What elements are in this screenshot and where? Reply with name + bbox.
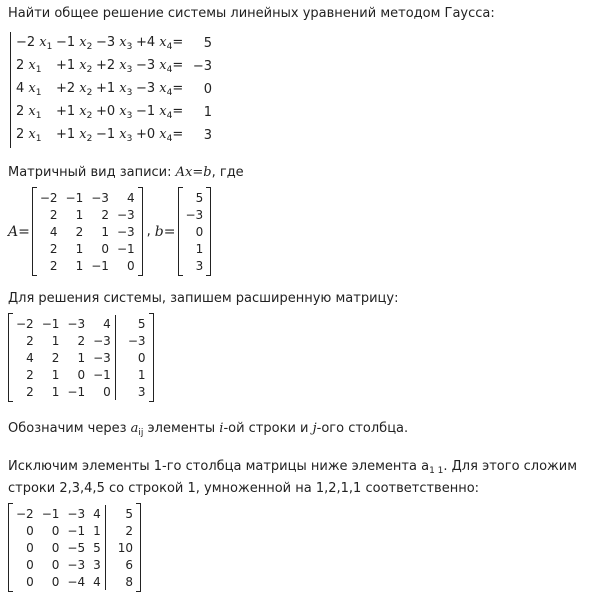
matrix-cell: 2	[26, 384, 34, 399]
equation-row	[16, 55, 600, 78]
equation-term: 2 $x_1$	[16, 127, 42, 144]
matrix-cell: −1	[67, 384, 86, 399]
matrix-cell: 2	[26, 333, 34, 348]
equation-rhs: 1	[203, 105, 212, 120]
matrix-form-line	[8, 164, 600, 181]
matrix-form-prefix: Матричный вид записи:	[8, 165, 176, 180]
equation-term: +1 $x_3$	[96, 81, 133, 98]
matrix-cell: 1	[137, 367, 146, 382]
matrix-cell: 3	[195, 258, 204, 273]
matrix-cell: −1	[91, 258, 109, 273]
matrix-cell: −1	[116, 241, 135, 256]
matrix-a	[32, 187, 143, 276]
equation-term: −1 $x_2$	[56, 35, 93, 52]
matrix-a-label: A=	[8, 223, 30, 240]
matrix-form-equation: Ax=b	[175, 165, 212, 180]
augmented-matrix-2-wrap	[8, 503, 600, 592]
matrix-cell: 3	[137, 384, 146, 399]
matrix-row	[12, 366, 150, 383]
matrix-cell: 0	[26, 557, 34, 572]
matrix-cell: 0	[51, 540, 60, 555]
augmented-matrix-1-wrap	[8, 313, 600, 402]
matrix-cell: −2	[16, 316, 34, 331]
matrix-cell: −3	[127, 333, 146, 348]
matrix-cell: 1	[75, 258, 84, 273]
notation-line: Обозначим через $a_{ij}$ элементы i-ой строки и j-ого столбца.	[8, 421, 409, 438]
matrix-cell: 0	[51, 574, 60, 589]
matrix-cell: −3	[67, 316, 86, 331]
matrix-row	[12, 315, 150, 332]
matrix-cell: 2	[51, 350, 60, 365]
matrix-cell: 6	[125, 557, 134, 572]
matrix-cell: −1	[67, 523, 86, 538]
vector-b	[178, 187, 212, 276]
equation-row	[16, 78, 600, 101]
matrix-definitions: A= −2 −1 −3 4 2 1 2 −3 4 2 1 −3 2 1 0 −1 2 1 −1 0 , b= 5 −3 0 1 3	[8, 187, 600, 276]
matrix-cell: 1	[75, 241, 84, 256]
matrix-cell: 1	[51, 384, 60, 399]
equation-term: −1 $x_3$	[96, 127, 133, 144]
matrix-cell: 0	[26, 540, 34, 555]
matrix-cell: −3	[89, 349, 115, 366]
equation-term: +1 $x_2$	[56, 58, 93, 75]
matrix-row	[12, 522, 137, 539]
matrix-cell: −4	[67, 574, 86, 589]
matrix-cell: −3	[185, 207, 204, 222]
step1-line2: строки 2,3,4,5 со строкой 1, умноженной на 1,2,1,1 соответственно:	[8, 481, 480, 496]
matrix-cell: −3	[67, 506, 86, 521]
equation-term: +1 $x_2$	[56, 127, 93, 144]
matrix-row	[36, 206, 139, 223]
equation-term: +1 $x_2$	[56, 104, 93, 121]
matrix-cell: 0	[26, 574, 34, 589]
matrix-cell: 0	[51, 557, 60, 572]
matrix-form-suffix: , где	[211, 165, 244, 180]
equation-term: +0 $x_3$	[96, 104, 133, 121]
matrix-cell: 2	[125, 523, 134, 538]
matrix-cell: 0	[137, 350, 146, 365]
matrix-row	[12, 383, 150, 400]
equation-rhs: −3	[192, 59, 212, 74]
matrix-cell: −3	[116, 207, 135, 222]
matrix-cell: −2	[16, 506, 34, 521]
equation-term: −1 $x_4=$	[136, 104, 184, 121]
equation-term: 2 $x_1$	[16, 58, 42, 75]
equation-term: −2 $x_1$	[16, 35, 53, 52]
equation-term: +0 $x_4=$	[136, 127, 184, 144]
matrix-cell: 4	[89, 505, 105, 522]
matrix-row	[12, 505, 137, 522]
augmented-matrix-1	[8, 313, 154, 402]
matrix-cell: 0	[26, 523, 34, 538]
matrix-cell: 5	[89, 539, 105, 556]
matrix-cell: 4	[89, 315, 115, 332]
matrix-cell: 4	[127, 190, 135, 205]
problem-title: Найти общее решение системы линейных уравнений методом Гаусса:	[8, 6, 495, 21]
equation-term: −3 $x_4=$	[136, 81, 184, 98]
matrix-row	[36, 223, 139, 240]
matrix-cell: −1	[41, 506, 60, 521]
equation-row	[16, 101, 600, 124]
matrix-row	[36, 257, 139, 274]
matrix-cell: 2	[26, 367, 34, 382]
matrix-cell: 0	[127, 258, 135, 273]
matrix-row	[182, 206, 208, 223]
matrix-cell: 8	[125, 574, 134, 589]
equation-system	[10, 32, 600, 148]
matrix-cell: 2	[101, 207, 109, 222]
matrix-cell: 1	[51, 367, 60, 382]
matrix-cell: 5	[195, 190, 204, 205]
equation-term: 2 $x_1$	[16, 104, 42, 121]
matrix-cell: 4	[89, 573, 105, 590]
matrix-cell: 2	[75, 224, 84, 239]
matrix-cell: −3	[67, 557, 86, 572]
matrix-row	[182, 223, 208, 240]
step1-line1: Исключим элементы 1-го столбца матрицы ниже элемента $a_{1 1}$. Для этого сложим	[8, 459, 578, 476]
matrix-cell: −3	[116, 224, 135, 239]
vector-b-label: b=	[154, 223, 176, 240]
matrix-cell: 0	[195, 224, 204, 239]
matrix-cell: 2	[77, 333, 86, 348]
equation-row	[16, 124, 600, 147]
matrix-cell: 4	[26, 350, 34, 365]
matrix-cell: 1	[77, 350, 86, 365]
matrix-cell: 1	[75, 207, 84, 222]
augmented-intro: Для решения системы, запишем расширенную матрицу:	[8, 291, 399, 306]
matrix-cell: 1	[51, 333, 60, 348]
matrix-row	[36, 189, 139, 206]
matrix-cell: 0	[77, 367, 86, 382]
matrix-cell: 0	[51, 523, 60, 538]
equation-rhs: 5	[203, 36, 212, 51]
matrix-cell: 2	[49, 207, 58, 222]
matrix-cell: 1	[101, 224, 109, 239]
matrix-cell: 0	[101, 241, 109, 256]
matrix-row	[182, 240, 208, 257]
matrix-cell: −5	[67, 540, 86, 555]
matrix-cell: −1	[65, 190, 84, 205]
matrix-row	[12, 332, 150, 349]
matrix-row	[12, 349, 150, 366]
equation-rhs: 0	[203, 82, 212, 97]
matrix-row	[12, 556, 137, 573]
matrix-cell: 1	[89, 522, 105, 539]
equation-term: −3 $x_3$	[96, 35, 133, 52]
equation-rhs: 3	[203, 128, 212, 143]
matrix-cell: 4	[49, 224, 58, 239]
matrix-cell: 5	[125, 506, 134, 521]
matrix-row	[182, 257, 208, 274]
matrix-cell: 10	[117, 540, 134, 555]
matrix-cell: 1	[195, 241, 204, 256]
augmented-matrix-2	[8, 503, 141, 592]
matrix-row	[36, 240, 139, 257]
matrix-cell: −3	[89, 332, 115, 349]
matrix-cell: 5	[137, 316, 146, 331]
matrix-cell: 2	[49, 241, 58, 256]
matrix-row	[182, 189, 208, 206]
matrix-row	[12, 573, 137, 590]
matrix-row	[12, 539, 137, 556]
matrix-cell: 3	[89, 556, 105, 573]
matrix-cell: −1	[89, 366, 115, 383]
equation-term: +2 $x_3$	[96, 58, 133, 75]
equation-term: −3 $x_4=$	[136, 58, 184, 75]
system-brace	[10, 32, 15, 148]
matrix-cell: −3	[91, 190, 109, 205]
matrix-cell: 2	[49, 258, 58, 273]
equation-term: 4 $x_1$	[16, 81, 42, 98]
equation-term: +2 $x_2$	[56, 81, 93, 98]
matrix-cell: −2	[39, 190, 58, 205]
matrix-cell: −1	[41, 316, 60, 331]
matrix-cell: 0	[89, 383, 115, 400]
equation-term: +4 $x_4=$	[136, 35, 184, 52]
equation-row	[16, 32, 600, 55]
